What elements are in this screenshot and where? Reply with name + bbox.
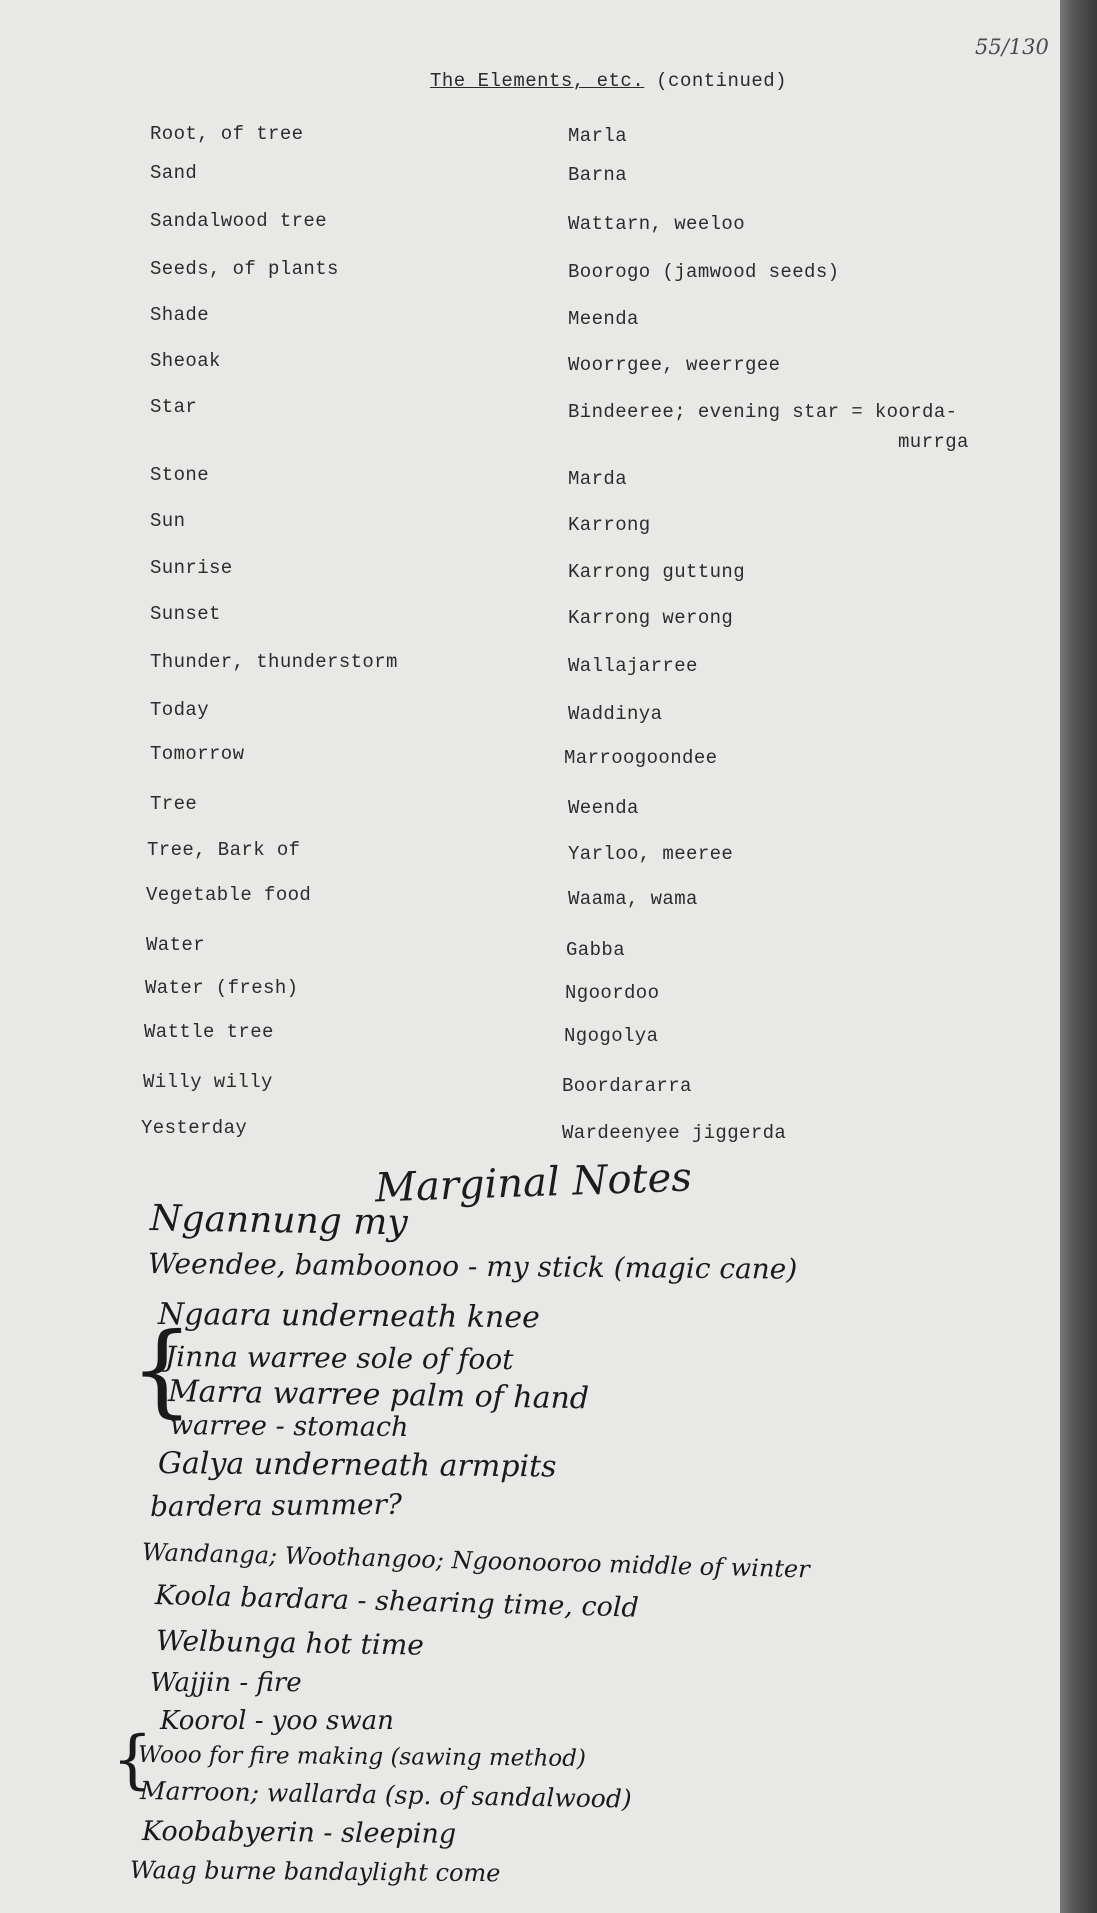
vocab-gloss: Ngoordoo [565,982,660,1004]
page-title-main: The Elements, etc. [430,70,645,92]
vocab-term: Today [150,699,210,721]
vocab-gloss: Barna [568,164,628,186]
vocab-term: Tree, Bark of [147,839,301,861]
handwritten-note: Welbunga hot time [155,1624,425,1662]
vocab-gloss: Marda [568,468,628,490]
vocab-term: Sandalwood tree [150,210,328,232]
vocab-term: Tomorrow [150,743,245,765]
handwritten-note: Waag burne bandaylight come [129,1856,501,1888]
vocab-gloss: Ngogolya [564,1025,659,1047]
handwritten-note: Koorol - yoo swan [160,1706,394,1736]
vocab-gloss: Gabba [566,939,626,961]
vocab-gloss: Boorogo (jamwood seeds) [568,261,840,283]
handwritten-note: Galya underneath armpits [157,1446,557,1485]
handwritten-note: Wajjin - fire [150,1668,302,1698]
vocab-gloss: Woorrgee, weerrgee [568,354,781,376]
vocab-gloss: Wattarn, weeloo [568,213,746,235]
vocab-term: Tree [150,793,198,815]
page-title-suffix: (continued) [656,70,788,92]
vocab-gloss: Karrong werong [568,607,734,629]
brace-mark: { [112,1723,153,1797]
handwritten-note: Koobabyerin - sleeping [141,1816,457,1850]
vocab-term: Vegetable food [146,884,312,906]
marginal-notes-heading: Marginal Notes [374,1154,693,1212]
vocab-gloss: Wallajarree [568,655,698,677]
vocab-gloss: Waama, wama [568,888,698,910]
handwritten-note: Weendee, bamboonoo - my stick (magic cane) [147,1247,798,1286]
vocab-term: Water [146,934,206,956]
vocab-gloss: Marla [568,125,628,147]
vocab-term: Sheoak [150,350,221,372]
vocab-gloss: Bindeeree; evening star = koorda- [568,401,958,423]
handwritten-note: Koola bardara - shearing time, cold [154,1580,640,1624]
vocab-gloss: Marroogoondee [564,747,718,769]
handwritten-note: Marroon; wallarda (sp. of sandalwood) [139,1776,632,1814]
vocab-gloss: Boordararra [562,1075,692,1097]
vocab-gloss: Karrong guttung [568,561,746,583]
vocab-gloss: Karrong [568,514,651,536]
vocab-term: Thunder, thunderstorm [150,651,398,673]
handwritten-note: Ngannung my [149,1198,409,1244]
handwritten-note: warree - stomach [169,1410,409,1444]
vocab-gloss: Wardeenyee jiggerda [562,1122,787,1144]
brace-mark: { [130,1311,194,1428]
vocab-term: Wattle tree [144,1021,274,1043]
vocab-gloss: Yarloo, meeree [568,843,734,865]
vocab-term: Willy willy [143,1071,273,1093]
scan-edge [1060,0,1097,1913]
vocab-term: Star [150,396,198,418]
handwritten-note: Marra warree palm of hand [167,1374,590,1417]
vocab-term: Root, of tree [150,123,304,145]
folio-number: 55/130 [975,35,1049,59]
handwritten-note: bardera summer? [149,1487,403,1523]
vocab-term: Water (fresh) [145,977,299,999]
vocab-gloss: Waddinya [568,703,663,725]
handwritten-note: Wandanga; Woothangoo; Ngoonooroo middle of winter [141,1538,811,1584]
vocab-term: Shade [150,304,210,326]
vocab-term: Seeds, of plants [150,258,339,280]
vocab-gloss-continuation: murrga [898,431,969,453]
vocab-term: Sunrise [150,557,233,579]
vocab-gloss: Meenda [568,308,639,330]
handwritten-note: Ngaara underneath knee [157,1297,540,1336]
vocab-term: Yesterday [141,1117,248,1139]
handwritten-note: Wooo for fire making (sawing method) [137,1742,587,1772]
vocab-gloss: Weenda [568,797,639,819]
vocab-term: Sand [150,162,198,184]
handwritten-note: Jinna warree sole of foot [164,1340,514,1377]
vocab-term: Sunset [150,603,221,625]
vocab-term: Stone [150,464,210,486]
vocab-term: Sun [150,510,186,532]
